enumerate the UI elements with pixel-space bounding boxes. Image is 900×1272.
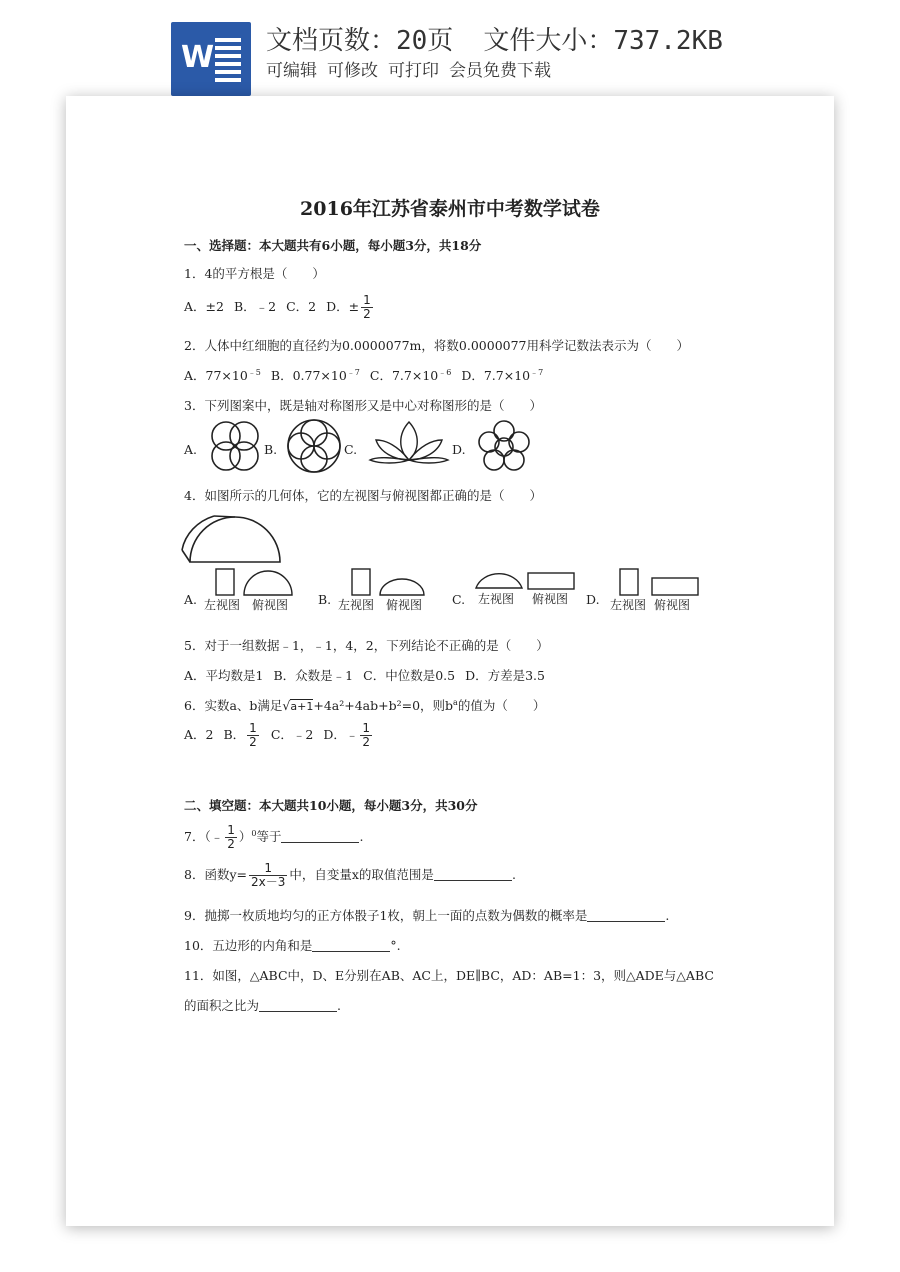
q1-option-b: B．﹣2 [233,299,277,314]
left-view-label: 左视图 [478,592,515,606]
top-view-label: 俯视图 [252,598,289,612]
section-1-heading: 一、选择题：本大题共有6小题，每小题3分，共18分 [184,238,482,253]
q3-figure-d [474,418,534,476]
feature-printable: 可打印 [388,61,439,81]
q9-text: 9．抛掷一枚质地均匀的正方体骰子1枚，朝上一面的点数为偶数的概率是 . [184,908,670,923]
q4-option-c-views [470,566,582,614]
q4-option-b-views [336,566,436,614]
q4-label-d: D. [586,592,600,607]
q1-options [184,294,385,321]
feature-list [266,56,551,81]
file-size: 文件大小：737.2KB [483,26,723,56]
q3-figure-c [368,418,450,466]
fraction: $\frac{1}{2}$ [227,823,235,851]
q3-label-c: C. [344,442,358,457]
q3-label-a: A. [184,442,198,457]
q2-option-c: C．$7.7\times 10^{﹣6}$ [369,368,452,383]
answer-blank [281,831,359,843]
q11-text-line2: 的面积之比为 . [184,998,341,1013]
q2-stem: 2．人体中红细胞的直径约为0.0000077m，将数0.0000077用科学记数法表示为（ ） [184,338,690,353]
q8-text: 8．函数y= $\frac{1}{2x-3}$ 中，自变量x的取值范围是 . [184,861,516,889]
answer-blank [312,940,390,952]
fraction: $\frac{1}{2}$ [362,721,371,749]
document-title: 2016年江苏省泰州市中考数学试卷 [300,198,600,220]
q2-option-b: B．$0.77\times 10^{﹣7}$ [270,368,360,383]
file-meta [266,20,723,57]
q5-option-a: A．平均数是1 [184,668,264,683]
q6-options [184,722,384,749]
fraction: $\frac{1}{2}$ [249,721,257,749]
answer-blank [434,869,512,881]
answer-blank [587,910,665,922]
feature-editable: 可编辑 [266,61,317,81]
top-view-label: 俯视图 [532,592,569,606]
q10-text: 10．五边形的内角和是 °. [184,938,401,953]
q4-solid-figure [180,508,290,568]
top-view-label: 俯视图 [386,598,423,612]
q1-option-d: D．± $\frac{1}{2}$ [326,293,371,321]
answer-blank [259,1000,337,1012]
q6-stem: 6．实数a、b满足√a+1+4a²+4ab+b²=0，则$b^a$的值为（ ） [184,698,546,713]
left-view-label: 左视图 [204,598,241,612]
q6-option-a: A．2 [184,727,214,742]
q5-options [184,666,555,684]
q3-figure-a [206,418,266,476]
download-header [0,0,900,100]
q5-option-d: D．方差是3.5 [465,668,545,683]
page-count: 文档页数：20页 [266,26,454,56]
q6-option-c: C．﹣2 [270,727,314,742]
q3-stem: 3．下列图案中，既是轴对称图形又是中心对称图形的是（ ） [184,398,542,413]
document-page [66,96,834,1226]
feature-member-download: 会员免费下载 [449,61,551,81]
q1-option-c: C．2 [286,299,317,314]
q3-label-b: B. [264,442,278,457]
top-view-label: 俯视图 [654,598,691,612]
q5-stem: 5．对于一组数据﹣1，﹣1，4，2，下列结论不正确的是（ ） [184,638,549,653]
square-root: √a+1 [282,698,314,713]
q2-options [184,366,553,384]
q11-text-line1: 11．如图，△ABC中，D、E分别在AB、AC上，DE∥BC，AD：AB=1：3，则△ADE与△ABC [184,968,714,983]
q4-option-a-views [202,566,302,614]
word-logo-letter: W [181,40,215,75]
word-doc-icon [171,22,251,96]
q4-option-d-views [608,566,708,614]
q7-text: 7．（﹣ $\frac{1}{2}$ ）$^0$等于 . [184,823,364,851]
q2-option-d: D．$7.7\times 10^{﹣7}$ [461,368,544,383]
q5-option-c: C．中位数是0.5 [363,668,456,683]
q6-option-b: B． $\frac{1}{2}$ [223,721,257,749]
q2-option-a: A．$77\times 10^{﹣5}$ [184,368,261,383]
q4-label-a: A. [184,592,198,607]
q4-label-b: B. [318,592,332,607]
q4-label-c: C. [452,592,466,607]
left-view-label: 左视图 [338,598,375,612]
q1-stem: 1．4的平方根是（ ） [184,266,325,281]
q3-label-d: D. [452,442,466,457]
left-view-label: 左视图 [610,598,647,612]
q6-option-d: D．﹣ $\frac{1}{2}$ [323,721,371,749]
q3-figure-b [284,416,344,476]
fraction: $\frac{1}{2x-3}$ [251,861,286,889]
section-2-heading: 二、填空题：本大题共10小题，每小题3分，共30分 [184,798,478,813]
feature-modifiable: 可修改 [327,61,378,81]
q4-stem: 4．如图所示的几何体，它的左视图与俯视图都正确的是（ ） [184,488,542,503]
q5-option-b: B．众数是﹣1 [273,668,354,683]
fraction: $\frac{1}{2}$ [363,293,371,321]
q1-option-a: A．±2 [184,299,224,314]
